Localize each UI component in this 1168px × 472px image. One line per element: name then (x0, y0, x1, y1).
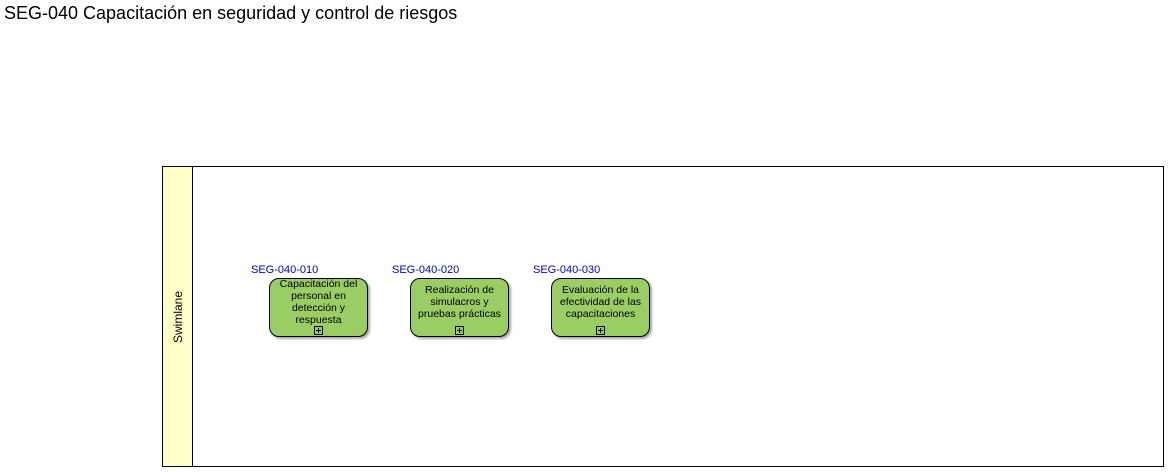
task-label: Realización de simulacros y pruebas prácticas (418, 284, 501, 320)
subprocess-task[interactable] (551, 278, 650, 337)
subprocess-task[interactable] (410, 278, 509, 337)
subprocess-task[interactable] (269, 278, 368, 337)
diagram-title: SEG-040 Capacitación en seguridad y control de riesgos (4, 3, 458, 23)
task-label: Evaluación de la efectividad de las capacitaciones (559, 284, 642, 320)
task-id-label: SEG-040-020 (392, 264, 460, 276)
task-label: Capacitación del personal en detección y respuesta (279, 278, 358, 326)
subprocess-plus-icon[interactable] (314, 326, 323, 335)
task-id-label: SEG-040-030 (533, 264, 601, 276)
subprocess-plus-icon[interactable] (455, 326, 464, 335)
swimlane-header[interactable] (163, 167, 193, 466)
swimlane-label: Swimlane (171, 290, 185, 344)
task-id-label: SEG-040-010 (251, 264, 319, 276)
subprocess-plus-icon[interactable] (596, 326, 605, 335)
